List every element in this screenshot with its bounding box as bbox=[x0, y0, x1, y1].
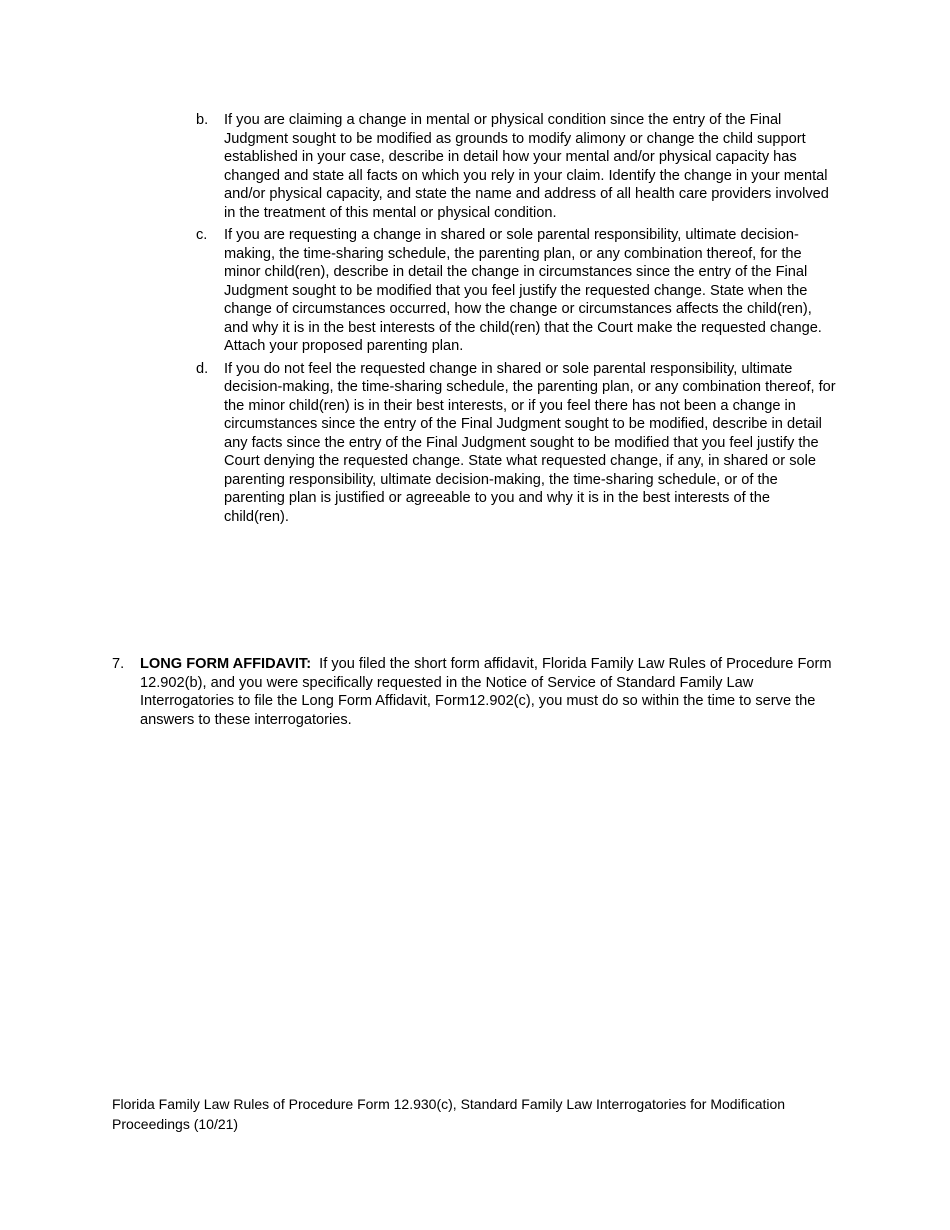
list-item-c bbox=[196, 226, 836, 356]
numbered-item-7 bbox=[112, 655, 842, 729]
item-heading: LONG FORM AFFIDAVIT: bbox=[140, 656, 312, 672]
item-marker: c. bbox=[196, 227, 208, 243]
sub-item-list bbox=[196, 111, 836, 530]
list-item-d bbox=[196, 360, 836, 527]
item-text: If you are requesting a change in shared or sole parental responsibility, ultimate decision-making, the time-sharing schedule, the parenting plan, or any combination thereof, for the minor child(ren), describe in detail the change in circumstances since the entry of the Final Judgment sought to be modified that you feel justify the requested change. State when the change of circumstances occurred, how the change or circumstances affects the child(ren), and why it is in the best interests of the child(ren) that the Court make the requested change. Attach your proposed parenting plan. bbox=[224, 227, 822, 354]
item-text: If you are claiming a change in mental or physical condition since the entry of the Final Judgment sought to be modified as grounds to modify alimony or change the child support established in your case, describe in detail how your mental and/or physical capacity has changed and state all facts on which you rely in your claim. Identify the change in your mental and/or physical capacity, and state the name and address of all health care providers involved in the treatment of this mental or physical condition. bbox=[224, 112, 829, 221]
item-marker: b. bbox=[196, 112, 209, 128]
item-text: If you do not feel the requested change in shared or sole parental responsibility, ultimate decision-making, the time-sharing schedule, the parenting plan, or any combination thereof, for the minor child(ren) is in their best interests, or if you feel there has not been a change in circumstances since the entry of the Final Judgment sought to be modified, describe in detail any facts since the entry of the Final Judgment sought to be modified that you feel justify the Court denying the requested change. State what requested change, if any, in shared or sole parenting responsibility, ultimate decision-making, the time-sharing schedule, or of the parenting plan is justified or agreeable to you and why it is in the best interests of the child(ren). bbox=[224, 360, 836, 525]
item-number: 7. bbox=[112, 656, 125, 672]
list-item-b bbox=[196, 111, 836, 222]
item-marker: d. bbox=[196, 360, 209, 377]
page-footer: Florida Family Law Rules of Procedure Form 12.930(c), Standard Family Law Interrogatories for Modification Proceedings (10/21) bbox=[112, 1096, 786, 1132]
item-text: If you filed the short form affidavit, Florida Family Law Rules of Procedure Form 12.902(b), and you were specifically requested in the Notice of Service of Standard Family Law Interrogatories to file the Long Form Affidavit, Form12.902(c), you must do so within the time to serve the answers to these interrogatories. bbox=[140, 656, 836, 728]
